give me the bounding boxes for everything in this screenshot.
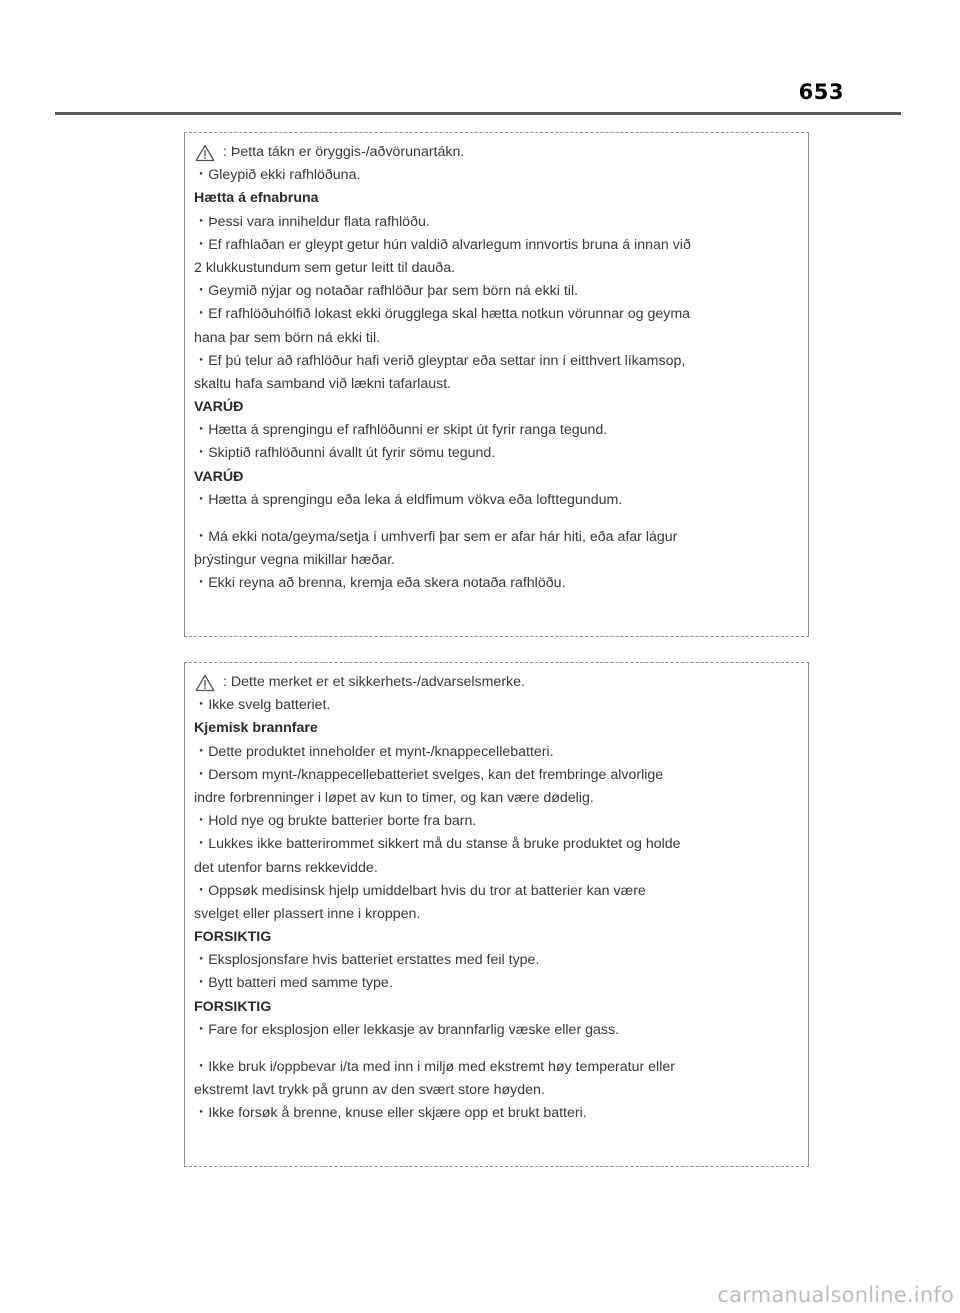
body-line: ・Ikke bruk i/oppbevar i/ta med inn i miljø med ekstremt høy temperatur eller bbox=[194, 1059, 675, 1075]
body-line: ・Ef rafhlöðuhólfið lokast ekki örugglega skal hætta notkun vörunnar og geyma bbox=[194, 306, 691, 323]
safety-symbol-line bbox=[194, 141, 798, 164]
body-line: skaltu hafa samband við lækni tafarlaust. bbox=[194, 375, 452, 392]
body-line: ・Hætta á sprengingu ef rafhlöðunni er skipt út fyrir ranga tegund. bbox=[194, 422, 608, 439]
warning-triangle-icon bbox=[195, 144, 215, 162]
body-line: indre forbrenninger i løpet av kun to timer, og kan være dødelig. bbox=[194, 789, 594, 806]
body-line: ・Oppsøk medisinsk hjelp umiddelbart hvis du tror at batterier kan være bbox=[194, 882, 646, 899]
body-line: þrýstingur vegna mikillar hæðar. bbox=[194, 552, 396, 569]
body-line: det utenfor barns rekkevidde. bbox=[194, 859, 378, 876]
safety-symbol-caption: : Þetta tákn er öryggis-/aðvörunartákn. bbox=[223, 144, 465, 160]
body-line: ・Eksplosjonsfare hvis batteriet erstattes med feil type. bbox=[194, 952, 540, 969]
body-line: ・Ekki reyna að brenna, kremja eða skera notaða rafhlöðu. bbox=[194, 575, 566, 592]
section-heading: VARÚÐ bbox=[194, 399, 244, 416]
body-line: ・Þessi vara inniheldur flata rafhlöðu. bbox=[194, 213, 430, 230]
body-line: ・Skiptið rafhlöðunni ávallt út fyrir sömu tegund. bbox=[194, 445, 496, 462]
section-heading: Hætta á efnabruna bbox=[194, 190, 319, 207]
section-heading: FORSIKTIG bbox=[194, 998, 272, 1015]
safety-symbol-caption: : Dette merket er et sikkerhets-/advarselsmerke. bbox=[223, 674, 525, 690]
body-line: ・Hold nye og brukte batterier borte fra barn. bbox=[194, 813, 477, 830]
watermark-text: carmanualsonline.info bbox=[717, 1283, 954, 1307]
section-heading: Kjemisk brannfare bbox=[194, 720, 318, 737]
body-line: ekstremt lavt trykk på grunn av den svært store høyden. bbox=[194, 1082, 545, 1099]
page-number: 653 bbox=[798, 80, 844, 104]
body-line: hana þar sem börn ná ekki til. bbox=[194, 329, 381, 346]
body-line: ・Bytt batteri med samme type. bbox=[194, 975, 393, 992]
warning-box-icelandic bbox=[184, 132, 809, 637]
section-heading: FORSIKTIG bbox=[194, 929, 272, 946]
body-line: ・Ikke svelg batteriet. bbox=[194, 697, 331, 714]
body-line: ・Ef rafhlaðan er gleypt getur hún valdið alvarlegum innvortis bruna á innan við bbox=[194, 236, 691, 253]
paragraph-gap bbox=[194, 512, 798, 526]
body-line: ・Gleypið ekki rafhlöðuna. bbox=[194, 167, 361, 184]
body-line: ・Dette produktet inneholder et mynt-/knappecellebatteri. bbox=[194, 743, 554, 760]
body-line: ・Geymið nýjar og notaðar rafhlöður þar sem börn ná ekki til. bbox=[194, 283, 579, 300]
warning-box-norwegian bbox=[184, 662, 809, 1167]
warning-triangle-icon bbox=[195, 674, 215, 692]
body-line: ・Dersom mynt-/knappecellebatteriet svelges, kan det frembringe alvorlige bbox=[194, 766, 664, 783]
body-line: ・Hætta á sprengingu eða leka á eldfimum vökva eða lofttegundum. bbox=[194, 491, 623, 508]
paragraph-gap bbox=[194, 1042, 798, 1056]
body-line: ・Fare for eksplosjon eller lekkasje av brannfarlig væske eller gass. bbox=[194, 1021, 620, 1038]
section-heading: VARÚÐ bbox=[194, 468, 244, 485]
body-line: 2 klukkustundum sem getur leitt til dauða. bbox=[194, 259, 456, 276]
body-line: ・Ef þú telur að rafhlöður hafi verið gleyptar eða settar inn í eitthvert líkamsop, bbox=[194, 352, 686, 369]
body-line: ・Má ekki nota/geyma/setja í umhverfi þar sem er afar hár hiti, eða afar lágur bbox=[194, 529, 678, 545]
body-line: svelget eller plassert inne i kroppen. bbox=[194, 905, 421, 922]
body-line: ・Ikke forsøk å brenne, knuse eller skjære opp et brukt batteri. bbox=[194, 1105, 587, 1122]
body-line: ・Lukkes ikke batterirommet sikkert må du stanse å bruke produktet og holde bbox=[194, 836, 681, 853]
safety-symbol-line bbox=[194, 671, 798, 694]
header-rule bbox=[55, 112, 901, 115]
